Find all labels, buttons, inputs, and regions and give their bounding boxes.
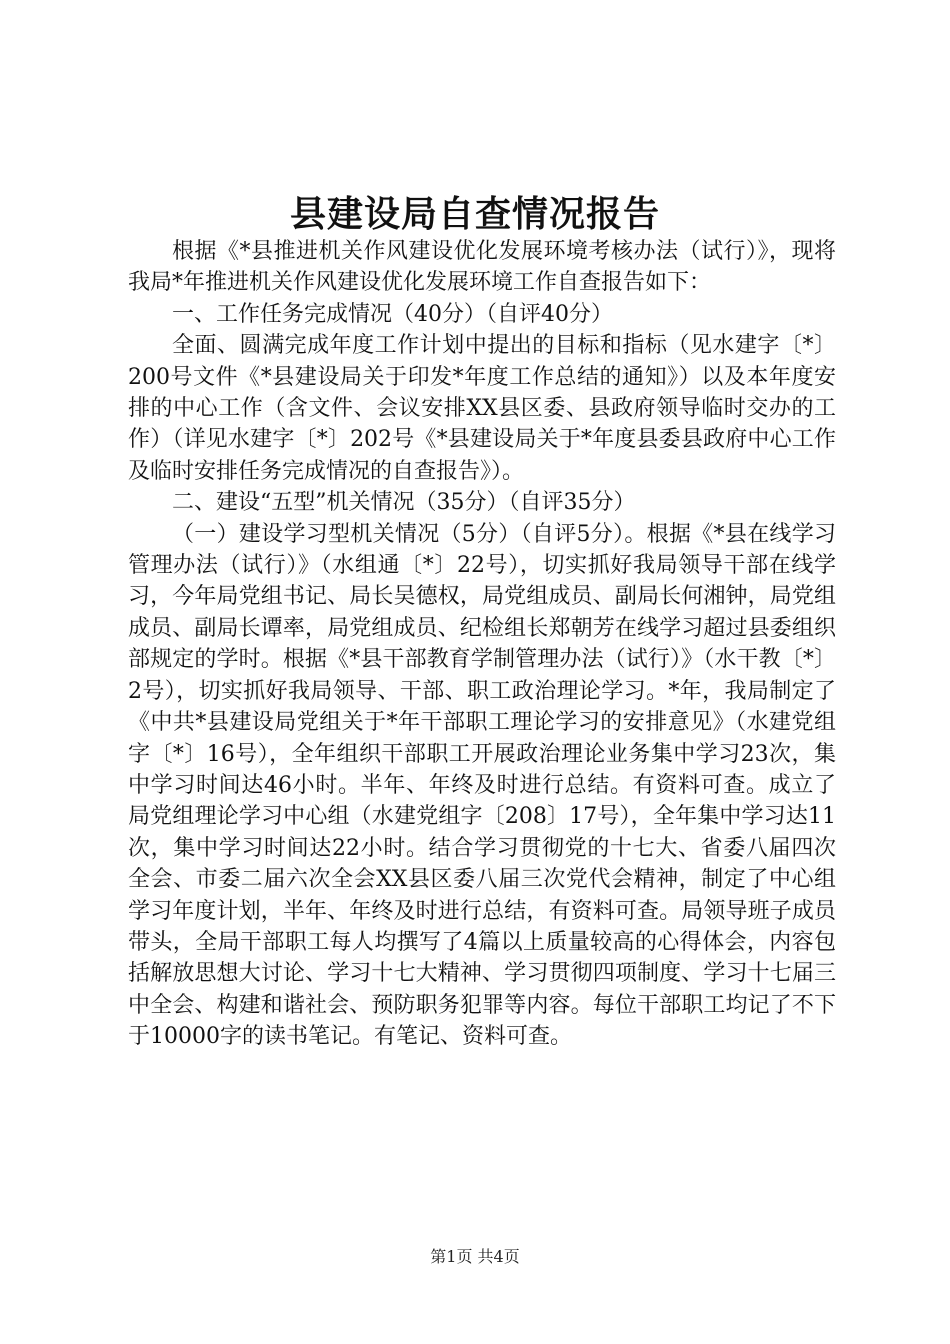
document-body [128,236,836,1053]
paragraph-section-1: 全面、圆满完成年度工作计划中提出的目标和指标（见水建字〔*〕200号文件《*县建设局关于印发*年度工作总结的通知》）以及本年度安排的中心工作（含文件、会议安排XX县区委、县政府领导临时交办的工作）（详见水建字〔*〕202号《*县建设局关于*年度县委县政府中心工作及临时安排任务完成情况的自查报告》）。 [128,333,836,484]
paragraph-intro: 根据《*县推进机关作风建设优化发展环境考核办法（试行）》，现将我局*年推进机关作风建设优化发展环境工作自查报告如下： [128,239,836,296]
section-heading-2: 二、建设“五型”机关情况（35分）（自评35分） [172,490,636,516]
section-heading-1: 一、工作任务完成情况（40分）（自评40分） [172,301,613,327]
page-footer: 第1页 共4页 [430,1247,520,1266]
paragraph-subsection-1: （一）建设学习型机关情况（5分）（自评5分）。根据《*县在线学习管理办法（试行）》（水组通〔*〕22号），切实抓好我局领导干部在线学习，今年局党组书记、局长吴德权，局党组成员、副局长何湘钟，局党组成员、副局长谭率，局党组成员、纪检组长郑朝芳在线学习超过县委组织部规定的学时。根据《*县干部教育学制管理办法（试行）》（水干教〔*〕2号），切实抓好我局领导、干部、职工政治理论学习。*年，我局制定了《中共*县建设局党组关于*年干部职工理论学习的安排意见》（水建党组字〔*〕16号），全年组织干部职工开展政治理论业务集中学习23次，集中学习时间达46小时。半年、年终及时进行总结。有资料可查。成立了局党组理论学习中心组（水建党组字〔208〕17号），全年集中学习达11次，集中学习时间达22小时。结合学习贯彻党的十七大、省委八届四次全会、市委二届六次全会XX县区委八届三次党代会精神，制定了中心组学习年度计划，半年、年终及时进行总结，有资料可查。局领导班子成员带头，全局干部职工每人均撰写了4篇以上质量较高的心得体会，内容包括解放思想大讨论、学习十七大精神、学习贯彻四项制度、学习十七届三中全会、构建和谐社会、预防职务犯罪等内容。每位干部职工均记了不下于10000字的读书笔记。有笔记、资料可查。 [128,521,836,1050]
document-title: 县建设局自查情况报告 [289,193,660,235]
